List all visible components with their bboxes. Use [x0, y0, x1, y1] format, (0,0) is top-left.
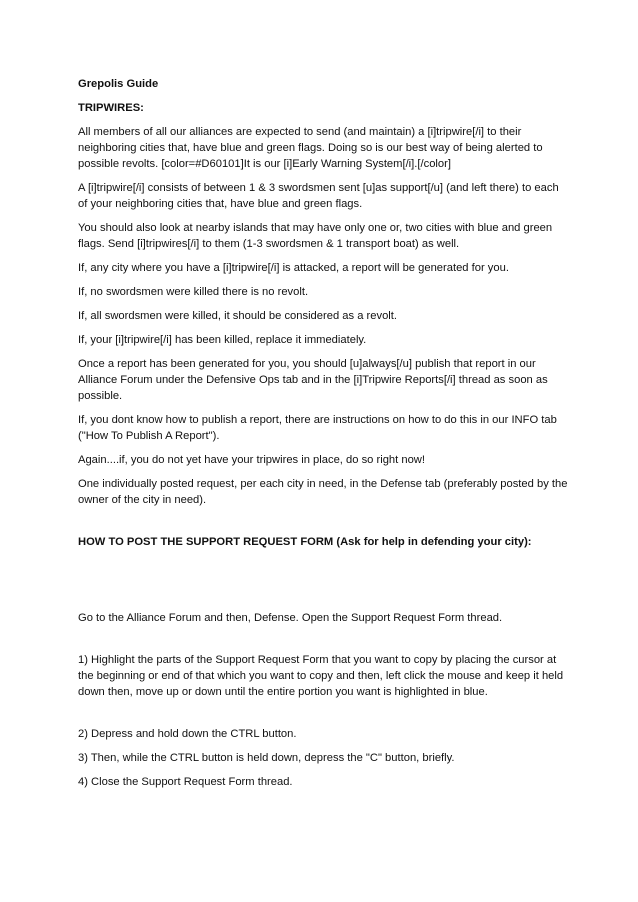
paragraph-intro: All members of all our alliances are expected to send (and maintain) a [i]tripwire[/i] to their neighboring cities that, have blue and green flags. Doing so is our best way of being alerted to possible revolts. [color=#D60101]It is our [i]Early Warning System[/i].[/color]: [78, 126, 543, 170]
tripwires-heading: TRIPWIRES:: [78, 102, 144, 114]
paragraph-do-it-now: Again....if, you do not yet have your tripwires in place, do so right now!: [78, 454, 425, 466]
paragraph-attack-report: If, any city where you have a [i]tripwire[/i] is attacked, a report will be generated for you.: [78, 262, 509, 274]
step-4: 4) Close the Support Request Form thread.: [78, 776, 293, 788]
step-3: 3) Then, while the CTRL button is held down, depress the "C" button, briefly.: [78, 752, 455, 764]
support-request-heading: HOW TO POST THE SUPPORT REQUEST FORM (Ask for help in defending your city):: [78, 536, 532, 548]
paragraph-revolt: If, all swordsmen were killed, it should be considered as a revolt.: [78, 310, 397, 322]
step-1: 1) Highlight the parts of the Support Request Form that you want to copy by placing the cursor at the beginning or end of that which you want to copy and then, left click the mouse and keep it held down then, move up or down until the entire portion you want is highlighted in blue.: [78, 654, 564, 698]
step-2: 2) Depress and hold down the CTRL button.: [78, 728, 297, 740]
paragraph-no-revolt: If, no swordsmen were killed there is no revolt.: [78, 286, 309, 298]
support-request-intro: Go to the Alliance Forum and then, Defense. Open the Support Request Form thread.: [78, 612, 503, 624]
spacer: [78, 708, 568, 726]
document-page: [78, 76, 568, 798]
spacer: [78, 634, 568, 652]
paragraph-publish-instructions: If, you dont know how to publish a report, there are instructions on how to do this in our INFO tab ("How To Publish A Report").: [78, 414, 557, 442]
paragraph-individual-request: One individually posted request, per each city in need, in the Defense tab (preferably posted by the owner of the city in need).: [78, 478, 568, 506]
paragraph-definition: A [i]tripwire[/i] consists of between 1 & 3 swordsmen sent [u]as support[/u] (and left there) to each of your neighboring cities that, have blue and green flags.: [78, 182, 559, 210]
paragraph-publish-report: Once a report has been generated for you, you should [u]always[/u] publish that report in our Alliance Forum under the Defensive Ops tab and in the [i]Tripwire Reports[/i] thread as soon as possible.: [78, 358, 548, 402]
spacer: [78, 516, 568, 534]
spacer: [78, 558, 568, 610]
paragraph-nearby-islands: You should also look at nearby islands that may have only one or, two cities with blue and green flags. Send [i]tripwires[/i] to them (1-3 swordsmen & 1 transport boat) as well.: [78, 222, 553, 250]
paragraph-replace: If, your [i]tripwire[/i] has been killed, replace it immediately.: [78, 334, 367, 346]
document-title: Grepolis Guide: [78, 78, 159, 90]
